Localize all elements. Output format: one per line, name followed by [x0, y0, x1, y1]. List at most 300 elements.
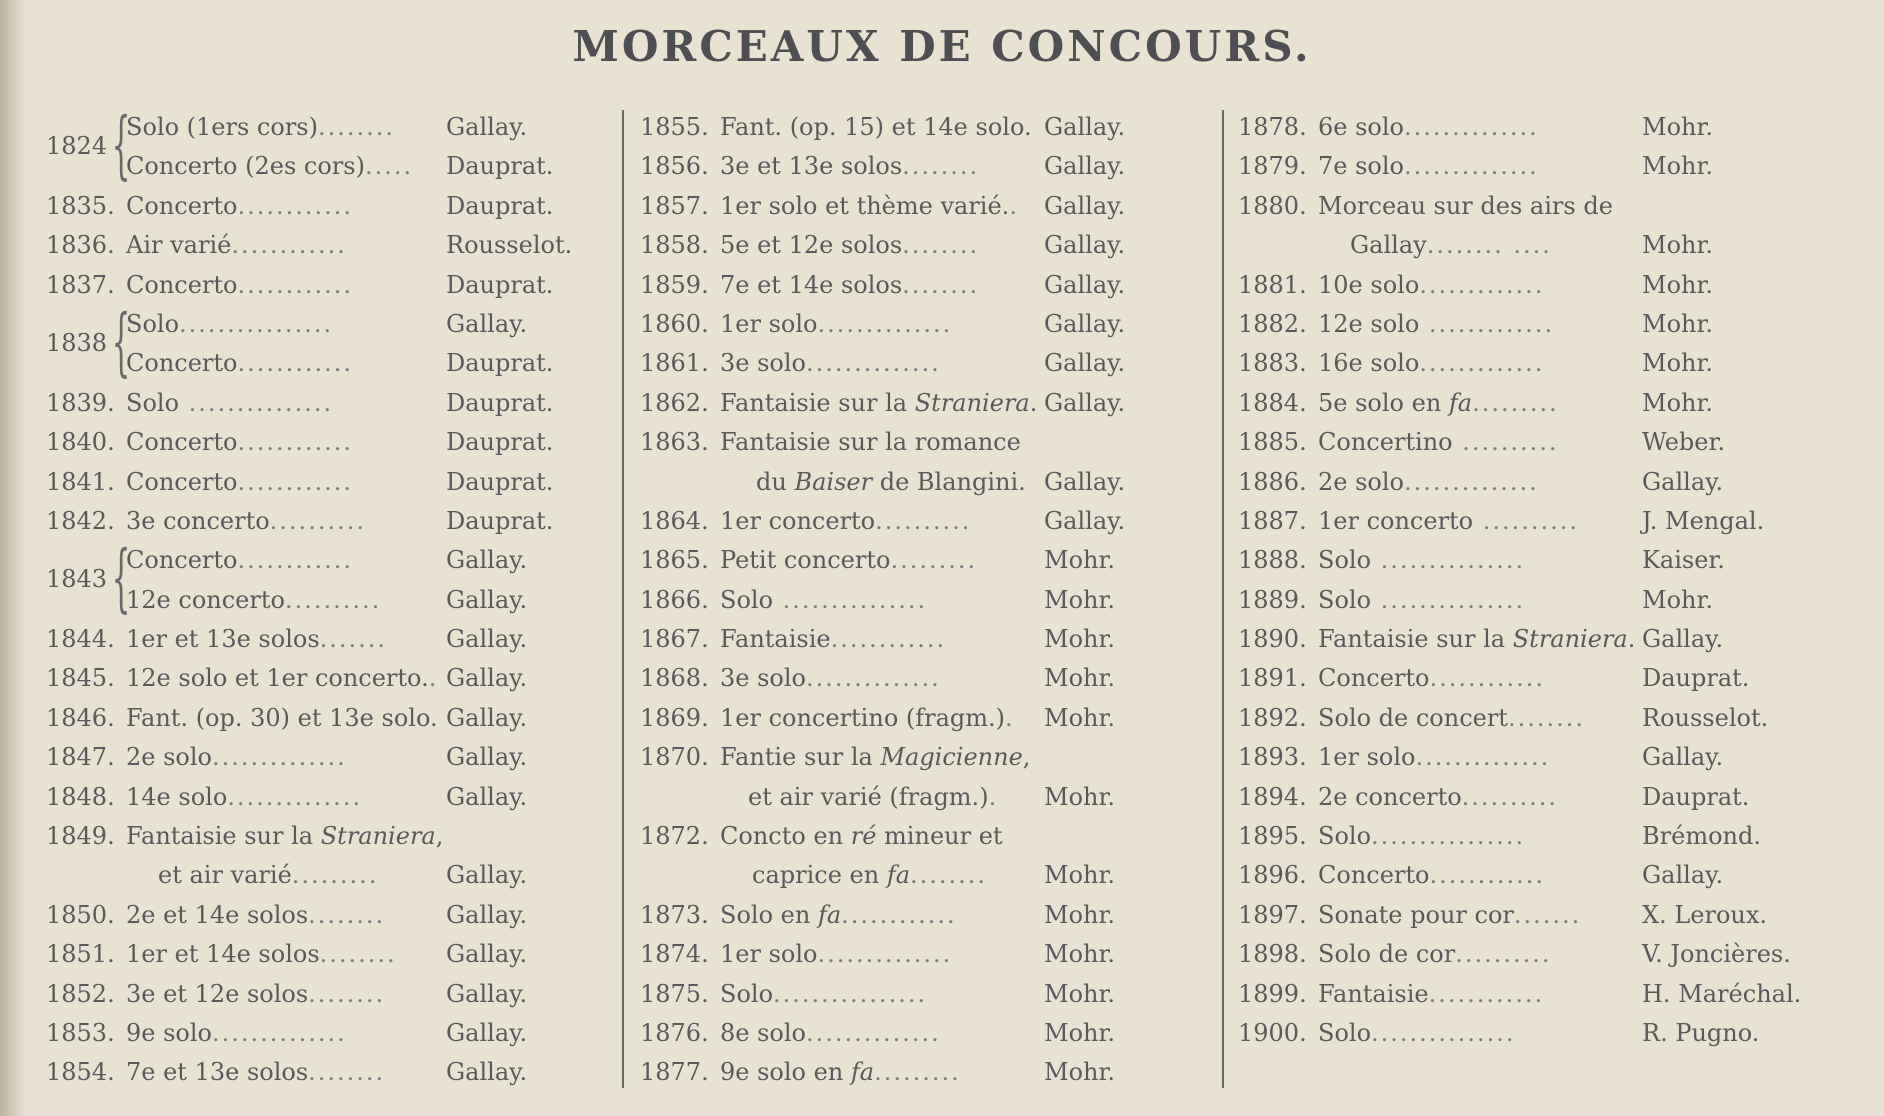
entry-1865: [640, 541, 1230, 580]
entry-1839: [46, 384, 616, 423]
entry-title: Solo: [1318, 546, 1372, 575]
entry-composer: Dauprat.: [446, 506, 554, 535]
entry-year: 1861.: [640, 349, 709, 378]
entry-composer: Mohr.: [1044, 664, 1115, 693]
dot-leader: ........ ....: [1426, 231, 1552, 260]
dot-leader: .......: [319, 625, 388, 654]
entry-year: 1847.: [46, 743, 115, 772]
entry-composer: Mohr.: [1642, 113, 1713, 141]
dot-leader: ................: [773, 979, 928, 1008]
dot-leader: ............: [237, 270, 354, 299]
entry-composer: Gallay.: [1642, 861, 1724, 890]
entry-year: 1840.: [46, 428, 115, 457]
entry-year: 1844.: [46, 625, 115, 654]
entry-title: 5e et 12e solos: [720, 231, 903, 260]
entry-1891: [1238, 659, 1824, 698]
dot-leader: .: [988, 782, 999, 811]
entry-1889: [1238, 581, 1824, 620]
dot-leader: ............: [237, 191, 354, 220]
entry-1878: [1238, 108, 1824, 147]
column-3: [1238, 108, 1824, 1053]
entry-composer: Dauprat.: [446, 152, 554, 181]
entry-1851: [46, 935, 616, 974]
entry-1840: [46, 423, 616, 462]
entry-1870-continued: [640, 778, 1230, 817]
entry-title-continued: [756, 463, 1026, 502]
entry-title: [720, 1053, 874, 1092]
entry-composer: Mohr.: [1044, 861, 1115, 890]
entry-1860: [640, 305, 1230, 344]
entry-1877: [640, 1053, 1230, 1092]
entry-composer: Gallay.: [446, 1018, 528, 1047]
entry-year: 1855.: [640, 113, 709, 141]
entry-year: 1845.: [46, 664, 115, 693]
entry-year: 1891.: [1238, 664, 1307, 693]
entry-1852: [46, 975, 616, 1014]
entry-composer: Mohr.: [1642, 585, 1713, 614]
entry-year: 1896.: [1238, 861, 1307, 890]
entry-composer: Gallay.: [1044, 152, 1126, 181]
entry-group-1824: [46, 102, 616, 188]
entry-line: [46, 541, 616, 580]
entry-composer: Gallay.: [446, 309, 528, 338]
entry-1873: [640, 896, 1230, 935]
entry-year: 1869.: [640, 703, 709, 732]
entry-composer: Mohr.: [1044, 585, 1115, 614]
entry-composer: Gallay.: [446, 940, 528, 969]
entry-year: 1898.: [1238, 940, 1307, 969]
entry-year: 1863.: [640, 428, 709, 457]
dot-leader: ..........: [1473, 506, 1580, 535]
entry-composer: Rousselot.: [1642, 703, 1769, 732]
entry-year: 1868.: [640, 664, 709, 693]
entry-1875: [640, 975, 1230, 1014]
entry-composer: Gallay.: [1044, 506, 1126, 535]
entry-title-text: Fantaisie sur la: [126, 822, 321, 851]
entry-title-italic: fa: [850, 1058, 875, 1087]
entry-year: 1839.: [46, 388, 115, 417]
entry-1861: [640, 344, 1230, 383]
entry-year: 1876.: [640, 1018, 709, 1047]
entry-1836: [46, 226, 616, 265]
entry-title-text: ,: [435, 822, 444, 851]
entry-composer: Gallay.: [1642, 743, 1724, 772]
dot-leader: ..............: [212, 1018, 347, 1047]
dot-leader: ........: [910, 861, 988, 890]
entry-1894: [1238, 778, 1824, 817]
entry-title: 1er solo et thème varié.: [720, 191, 1010, 220]
entry-title: Solo: [126, 309, 180, 338]
entry-composer: Gallay.: [1044, 467, 1126, 496]
entry-title: 3e solo: [720, 664, 806, 693]
entry-1898: [1238, 935, 1824, 974]
entry-composer: Mohr.: [1044, 1058, 1115, 1087]
entry-1884: [1238, 384, 1824, 423]
entry-1863-continued: [640, 463, 1230, 502]
entry-title: Fantaisie: [720, 625, 831, 654]
entry-title: 1er solo: [720, 309, 818, 338]
entry-year: 1882.: [1238, 309, 1307, 338]
dot-leader: ..........: [1452, 428, 1559, 457]
entry-year: 1895.: [1238, 822, 1307, 851]
entry-year: 1887.: [1238, 506, 1307, 535]
entry-composer: Mohr.: [1044, 625, 1115, 654]
dot-leader: ..........: [875, 506, 972, 535]
entry-1859: [640, 266, 1230, 305]
dot-leader: ........: [902, 152, 980, 181]
entry-title: Fant. (op. 30) et 13e solo.: [126, 703, 438, 732]
entry-1850: [46, 896, 616, 935]
entry-1883: [1238, 344, 1824, 383]
entry-title: 6e solo: [1318, 113, 1404, 141]
entry-year: 1899.: [1238, 979, 1307, 1008]
entry-composer: Gallay.: [1044, 349, 1126, 378]
entry-composer: Dauprat.: [1642, 664, 1750, 693]
entry-title: [720, 384, 1037, 423]
dot-leader: ..........: [1455, 940, 1552, 969]
entry-composer: Kaiser.: [1642, 546, 1725, 575]
dot-leader: ............: [1428, 979, 1545, 1008]
entry-1842: [46, 502, 616, 541]
dot-leader: ............: [237, 349, 354, 378]
dot-leader: ........: [317, 113, 395, 141]
entry-title: 7e et 14e solos: [720, 270, 903, 299]
entry-title: 3e solo: [720, 349, 806, 378]
brace: {: [111, 298, 131, 385]
entry-1886: [1238, 463, 1824, 502]
entry-1863: [640, 423, 1230, 462]
dot-leader: ..........: [1461, 782, 1558, 811]
entry-year: 1836.: [46, 231, 115, 260]
entry-1900: [1238, 1014, 1824, 1053]
entry-title: 12e solo et 1er concerto.: [126, 664, 429, 693]
entry-1866: [640, 581, 1230, 620]
entry-year: 1859.: [640, 270, 709, 299]
dot-leader: ..............: [227, 782, 363, 811]
entry-composer: Mohr.: [1044, 1018, 1115, 1047]
entry-1856: [640, 147, 1230, 186]
entry-title: Solo: [1318, 1018, 1372, 1047]
entry-1849-continued: [46, 856, 616, 895]
entry-title: [720, 896, 841, 935]
entry-line: [46, 581, 616, 620]
page-title: MORCEAUX DE CONCOURS.: [572, 22, 1312, 71]
dot-leader: .........: [291, 861, 379, 890]
entry-title: 2e et 14e solos: [126, 900, 309, 929]
entry-1854: [46, 1053, 616, 1092]
dot-leader: ...............: [1371, 1018, 1516, 1047]
entry-line: [46, 344, 616, 383]
entry-composer: Mohr.: [1642, 388, 1713, 417]
entry-title: 12e concerto: [126, 585, 285, 614]
entry-year: 1893.: [1238, 743, 1307, 772]
entry-composer: Mohr.: [1642, 349, 1713, 378]
dot-leader: .....: [364, 152, 414, 181]
entry-title-text: Concto en: [720, 822, 851, 851]
entry-title: Solo: [720, 979, 774, 1008]
entry-1845: [46, 659, 616, 698]
dot-leader: .: [428, 664, 439, 693]
entry-composer: Gallay.: [446, 585, 528, 614]
entry-year: 1879.: [1238, 152, 1307, 181]
entry-year: 1877.: [640, 1058, 709, 1087]
dot-leader: ..............: [1404, 113, 1539, 141]
dot-leader: ..............: [817, 940, 953, 969]
entry-title-text: Fantie sur la: [720, 743, 881, 772]
dot-leader: ............: [1429, 664, 1546, 693]
entry-title: 8e solo: [720, 1018, 806, 1047]
entry-1837: [46, 266, 616, 305]
entry-composer: Dauprat.: [446, 428, 554, 457]
entry-title-text: .: [1627, 625, 1636, 654]
entry-title: 14e solo: [126, 782, 228, 811]
entry-year: 1874.: [640, 940, 709, 969]
entry-composer: Mohr.: [1044, 782, 1115, 811]
entry-title: 1er concerto: [1318, 506, 1474, 535]
entry-title-continued: et air varié (fragm.): [748, 782, 989, 811]
entry-composer: Mohr.: [1642, 270, 1713, 299]
entry-title: 3e concerto: [126, 506, 270, 535]
dot-leader: ...............: [773, 585, 928, 614]
entry-year: 1849.: [46, 822, 115, 851]
entry-title-text: 9e solo en: [720, 1058, 851, 1087]
entry-year: 1880.: [1238, 191, 1307, 220]
entry-title-italic: Straniera: [320, 822, 436, 851]
entry-composer: Gallay.: [446, 113, 528, 141]
entry-1890: [1238, 620, 1824, 659]
entry-1870: [640, 738, 1230, 777]
entry-year: 1860.: [640, 309, 709, 338]
entry-title: 1er concertino (fragm.): [720, 703, 1006, 732]
entry-title-text: .: [1029, 388, 1038, 417]
entry-1885: [1238, 423, 1824, 462]
entry-composer: R. Pugno.: [1642, 1018, 1760, 1047]
entry-composer: Gallay.: [1044, 191, 1126, 220]
dot-leader: ........: [319, 940, 397, 969]
entry-title: Solo de cor: [1318, 940, 1456, 969]
entry-composer: Gallay.: [446, 782, 528, 811]
entry-title-text: caprice en: [752, 861, 887, 890]
entry-title: Fantaisie: [1318, 979, 1429, 1008]
entry-1888: [1238, 541, 1824, 580]
entry-title-continued: [752, 856, 910, 895]
entry-year: 1866.: [640, 585, 709, 614]
entry-1857: [640, 187, 1230, 226]
entry-line: [46, 305, 616, 344]
entry-title: Concerto: [126, 467, 238, 496]
entry-year: 1858.: [640, 231, 709, 260]
entry-title-text: Solo en: [720, 900, 818, 929]
entry-title-italic: fa: [886, 861, 911, 890]
dot-leader: ..............: [806, 664, 941, 693]
entry-title-continued: et air varié: [158, 861, 292, 890]
entry-composer: Dauprat.: [446, 467, 554, 496]
entry-year: 1852.: [46, 979, 115, 1008]
column-1: [46, 102, 616, 1093]
entry-1896: [1238, 856, 1824, 895]
dot-leader: ...............: [1371, 546, 1526, 575]
entry-1844: [46, 620, 616, 659]
entry-composer: Gallay.: [446, 743, 528, 772]
entry-composer: Gallay.: [1642, 467, 1724, 496]
entry-title: 3e et 12e solos: [126, 979, 309, 1008]
entry-year: 1870.: [640, 743, 709, 772]
entry-composer: Mohr.: [1044, 940, 1115, 969]
entry-1846: [46, 699, 616, 738]
entry-title: 10e solo: [1318, 270, 1420, 299]
dot-leader: ..............: [212, 743, 347, 772]
entry-title: 3e et 13e solos: [720, 152, 903, 181]
entry-composer: Mohr.: [1642, 309, 1713, 338]
dot-leader: ............: [841, 900, 957, 929]
entry-title-text: Fantaisie sur la: [1318, 625, 1513, 654]
entry-year: 1856.: [640, 152, 709, 181]
dot-leader: ............: [237, 467, 354, 496]
entry-title: 1er et 14e solos: [126, 940, 320, 969]
entry-year: 1851.: [46, 940, 115, 969]
entry-year: 1848.: [46, 782, 115, 811]
entry-composer: Gallay.: [446, 703, 528, 732]
entry-composer: Dauprat.: [1642, 782, 1750, 811]
entry-composer: Gallay.: [446, 861, 528, 890]
entry-title: Concertino: [1318, 428, 1453, 457]
entry-title: Air varié: [126, 231, 232, 260]
dot-leader: .............: [1419, 349, 1545, 378]
entry-year: 1888.: [1238, 546, 1307, 575]
entry-composer: Gallay.: [446, 1058, 528, 1087]
entry-1892: [1238, 699, 1824, 738]
dot-leader: ............: [830, 625, 947, 654]
entry-title-italic: Straniera: [914, 388, 1030, 417]
entry-1853: [46, 1014, 616, 1053]
dot-leader: ............: [231, 231, 347, 260]
entry-composer: Mohr.: [1642, 152, 1713, 181]
entry-composer: Mohr.: [1044, 900, 1115, 929]
entry-year: 1853.: [46, 1018, 115, 1047]
entry-title-continued: Gallay: [1350, 231, 1427, 260]
entry-year: 1857.: [640, 191, 709, 220]
entry-composer: X. Leroux.: [1642, 900, 1768, 929]
entry-title: Concerto: [126, 349, 238, 378]
entry-composer: Gallay.: [1642, 625, 1724, 654]
entry-year: 1841.: [46, 467, 115, 496]
dot-leader: .......: [1513, 900, 1582, 929]
entry-year: 1883.: [1238, 349, 1307, 378]
entry-title: Concerto: [1318, 664, 1430, 693]
dot-leader: ..............: [806, 1018, 941, 1047]
entry-title: Concerto: [126, 191, 238, 220]
entry-title: Solo: [1318, 585, 1372, 614]
entry-year: 1872.: [640, 822, 709, 851]
entry-title-italic: Magicienne: [880, 743, 1023, 772]
entry-title: 1er et 13e solos: [126, 625, 320, 654]
dot-leader: ........: [308, 979, 386, 1008]
dot-leader: ..........: [284, 585, 382, 614]
entry-1893: [1238, 738, 1824, 777]
entry-composer: Gallay.: [446, 664, 528, 693]
entry-title: Fant. (op. 15) et 14e solo.: [720, 113, 1032, 141]
dot-leader: ............: [1429, 861, 1546, 890]
entry-title-italic: fa: [1448, 388, 1473, 417]
entry-title: [126, 817, 443, 856]
entry-title: 1er solo: [1318, 743, 1416, 772]
dot-leader: ........: [308, 1058, 386, 1087]
entry-title: Solo: [720, 585, 774, 614]
column-2: [640, 108, 1230, 1093]
entry-title-text: de Blangini.: [872, 467, 1026, 496]
entry-title: 2e solo: [126, 743, 212, 772]
entry-title: Concerto: [126, 428, 238, 457]
entry-1867: [640, 620, 1230, 659]
entry-title: [720, 817, 1003, 856]
entry-title: Concerto: [126, 270, 238, 299]
entry-1874: [640, 935, 1230, 974]
entry-title: Concerto (2es cors): [126, 152, 365, 181]
entry-composer: Dauprat.: [446, 388, 554, 417]
entry-title-text: du: [756, 467, 795, 496]
entry-title: Solo: [126, 388, 180, 417]
dot-leader: ...............: [179, 388, 334, 417]
entry-1862: [640, 384, 1230, 423]
entry-year: 1850.: [46, 900, 115, 929]
dot-leader: .: [1009, 191, 1019, 220]
entry-title-text: 5e solo en: [1318, 388, 1449, 417]
entry-title: Concerto: [126, 546, 238, 575]
dot-leader: ..............: [806, 349, 941, 378]
entry-year: 1894.: [1238, 782, 1307, 811]
entry-1897: [1238, 896, 1824, 935]
entry-title: 2e concerto: [1318, 782, 1462, 811]
entry-composer: Dauprat.: [446, 270, 554, 299]
entry-title-italic: Baiser: [794, 467, 873, 496]
entry-composer: Gallay.: [1044, 270, 1126, 299]
entry-title: 2e solo: [1318, 467, 1404, 496]
entry-year: 1846.: [46, 703, 115, 732]
brace: {: [111, 535, 131, 622]
dot-leader: ..............: [817, 309, 953, 338]
entry-1879: [1238, 147, 1824, 186]
entry-1876: [640, 1014, 1230, 1053]
entry-title: Concerto: [1318, 861, 1430, 890]
entry-year: 1864.: [640, 506, 709, 535]
entry-year: 1837.: [46, 270, 115, 299]
dot-leader: ........: [902, 270, 980, 299]
entry-1849: [46, 817, 616, 856]
entry-composer: Rousselot.: [446, 231, 573, 260]
entry-1864: [640, 502, 1230, 541]
entry-title: 12e solo: [1318, 309, 1420, 338]
entry-title: Fantaisie sur la romance: [720, 428, 1021, 457]
dot-leader: .: [1005, 703, 1015, 732]
entry-composer: Mohr.: [1044, 546, 1115, 575]
entry-year: 1862.: [640, 388, 709, 417]
entry-title: Sonate pour cor: [1318, 900, 1514, 929]
page-gutter-shadow: [0, 0, 26, 1116]
dot-leader: ..............: [1415, 743, 1551, 772]
entry-line: [46, 108, 616, 147]
entry-year: 1842.: [46, 506, 115, 535]
entry-composer: Dauprat.: [446, 191, 554, 220]
entry-title: Solo: [1318, 822, 1372, 851]
dot-leader: ........: [902, 231, 980, 260]
entry-year: 1900.: [1238, 1018, 1307, 1047]
dot-leader: .............: [1419, 309, 1555, 338]
brace: {: [111, 102, 131, 188]
entry-title: [720, 738, 1030, 777]
entry-title: Morceau sur des airs de: [1318, 191, 1613, 220]
entry-composer: Weber.: [1642, 428, 1725, 457]
entry-title: Solo de concert: [1318, 703, 1508, 732]
